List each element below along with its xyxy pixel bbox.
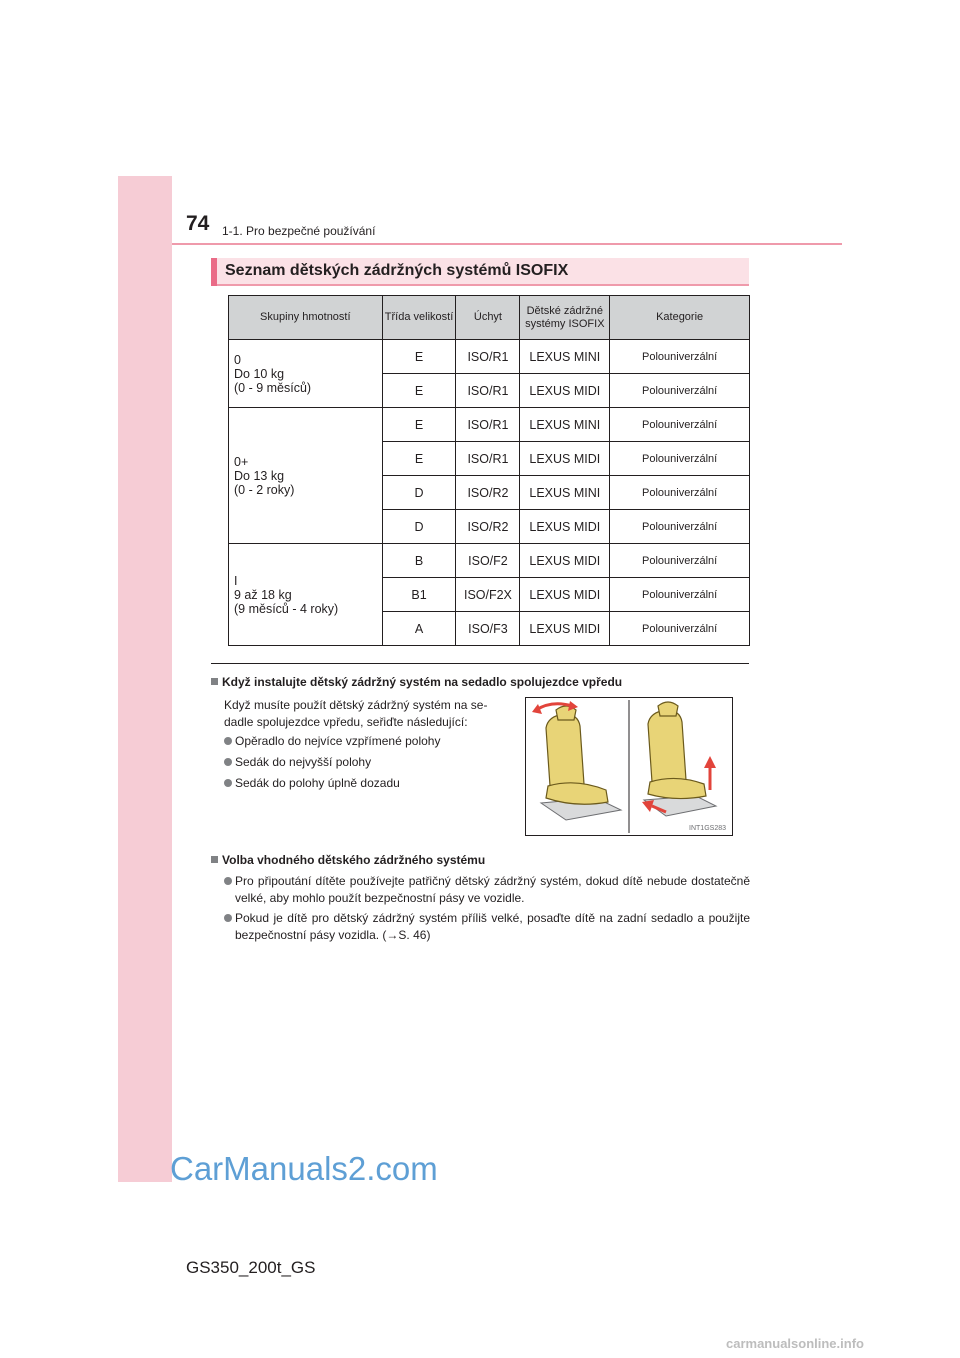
table-row <box>229 408 750 442</box>
group-weight: Do 13 kg <box>234 468 285 483</box>
category-cell: Polouniverzální <box>610 442 750 476</box>
list-item: Sedák do polohy úplně dozadu <box>224 776 400 790</box>
category-cell: Polouniverzální <box>610 544 750 578</box>
group-age: (9 měsíců - 4 roky) <box>234 601 339 616</box>
square-bullet-icon <box>211 678 218 685</box>
header-weight-group: Skupiny hmotností <box>229 296 383 340</box>
note-intro: Když musíte použít dětský zádržný systém na se- dadle spolujezdce vpředu, seřiďte následující: <box>224 698 488 729</box>
isofix-table <box>228 295 750 646</box>
fixture-cell: ISO/R2 <box>456 476 520 510</box>
system-cell: LEXUS MINI <box>520 408 610 442</box>
table-header-row <box>229 296 750 340</box>
header-size-class: Třída velikostí <box>382 296 456 340</box>
category-cell: Polouniverzální <box>610 612 750 646</box>
group-age: (0 - 2 roky) <box>234 482 295 497</box>
group-age: (0 - 9 měsíců) <box>234 380 312 395</box>
size-class-cell: B <box>382 544 456 578</box>
category-cell: Polouniverzální <box>610 374 750 408</box>
note-heading-front-seat: Když instalujte dětský zádržný systém na sedadlo spolujezdce vpředu <box>211 675 622 689</box>
system-cell: LEXUS MINI <box>520 340 610 374</box>
list-item: Opěradlo do nejvíce vzpřímené polohy <box>224 734 440 748</box>
section-title-text: Seznam dětských zádržných systémů ISOFIX <box>225 262 569 279</box>
fixture-cell: ISO/R2 <box>456 510 520 544</box>
carmanuals-watermark: CarManuals2.com <box>170 1150 438 1187</box>
system-cell: LEXUS MIDI <box>520 544 610 578</box>
header-isofix-system: Dětské zádržné systémy ISOFIX <box>520 296 610 340</box>
model-code: GS350_200t_GS <box>186 1258 316 1277</box>
bullet-icon <box>224 877 232 885</box>
size-class-cell: E <box>382 340 456 374</box>
system-cell: LEXUS MIDI <box>520 442 610 476</box>
size-class-cell: E <box>382 374 456 408</box>
system-cell: LEXUS MIDI <box>520 612 610 646</box>
fixture-cell: ISO/F3 <box>456 612 520 646</box>
fixture-cell: ISO/R1 <box>456 408 520 442</box>
system-cell: LEXUS MIDI <box>520 578 610 612</box>
group-weight: 9 až 18 kg <box>234 587 292 602</box>
seat-illustration <box>526 698 732 835</box>
left-seat-icon <box>532 701 621 820</box>
group-name: 0 <box>234 352 241 367</box>
header-category: Kategorie <box>610 296 750 340</box>
fixture-cell: ISO/R1 <box>456 442 520 476</box>
seat-adjustment-figure <box>525 697 733 836</box>
fixture-cell: ISO/F2X <box>456 578 520 612</box>
weight-group-cell <box>229 544 383 646</box>
section-title-bar <box>211 258 217 286</box>
figure-code: INT1GS283 <box>689 825 726 832</box>
system-cell: LEXUS MIDI <box>520 510 610 544</box>
list-item: Pro připoutání dítěte používejte patřičný dětský zádržný systém, dokud dítě nebude dostatečně velké, aby mohlo použít bezpečnostní pásy ve vozidle. <box>224 873 750 907</box>
fixture-cell: ISO/F2 <box>456 544 520 578</box>
chapter-title: 1-1. Pro bezpečné používání <box>222 224 376 238</box>
list-item: Sedák do nejvyšší polohy <box>224 755 371 769</box>
header-fixture: Úchyt <box>456 296 520 340</box>
category-cell: Polouniverzální <box>610 578 750 612</box>
bullet-icon <box>224 758 232 766</box>
category-cell: Polouniverzální <box>610 510 750 544</box>
page-number: 74 <box>186 212 210 235</box>
group-weight: Do 10 kg <box>234 366 285 381</box>
bullet-icon <box>224 737 232 745</box>
size-class-cell: A <box>382 612 456 646</box>
weight-group-cell <box>229 340 383 408</box>
note-heading-choice: Volba vhodného dětského zádržného systému <box>211 853 485 867</box>
square-bullet-icon <box>211 856 218 863</box>
section-title <box>211 258 749 286</box>
fixture-cell: ISO/R1 <box>456 374 520 408</box>
category-cell: Polouniverzální <box>610 340 750 374</box>
size-class-cell: E <box>382 408 456 442</box>
table-row <box>229 340 750 374</box>
section-divider <box>211 663 749 664</box>
header-rule <box>172 243 842 245</box>
size-class-cell: D <box>382 510 456 544</box>
right-seat-icon <box>642 702 716 816</box>
weight-group-cell <box>229 408 383 544</box>
bullet-icon <box>224 779 232 787</box>
system-cell: LEXUS MIDI <box>520 374 610 408</box>
size-class-cell: E <box>382 442 456 476</box>
system-cell: LEXUS MINI <box>520 476 610 510</box>
size-class-cell: B1 <box>382 578 456 612</box>
side-band <box>118 176 172 1182</box>
group-name: 0+ <box>234 454 249 469</box>
table-row <box>229 544 750 578</box>
group-name: I <box>234 573 238 588</box>
category-cell: Polouniverzální <box>610 476 750 510</box>
category-cell: Polouniverzální <box>610 408 750 442</box>
size-class-cell: D <box>382 476 456 510</box>
list-item: Pokud je dítě pro dětský zádržný systém příliš velké, posaďte dítě na zadní sedadlo a použijte bezpečnostní pásy vozidla. (→S. 46) <box>224 910 750 944</box>
fixture-cell: ISO/R1 <box>456 340 520 374</box>
online-watermark: carmanualsonline.info <box>726 1336 864 1351</box>
bullet-icon <box>224 914 232 922</box>
